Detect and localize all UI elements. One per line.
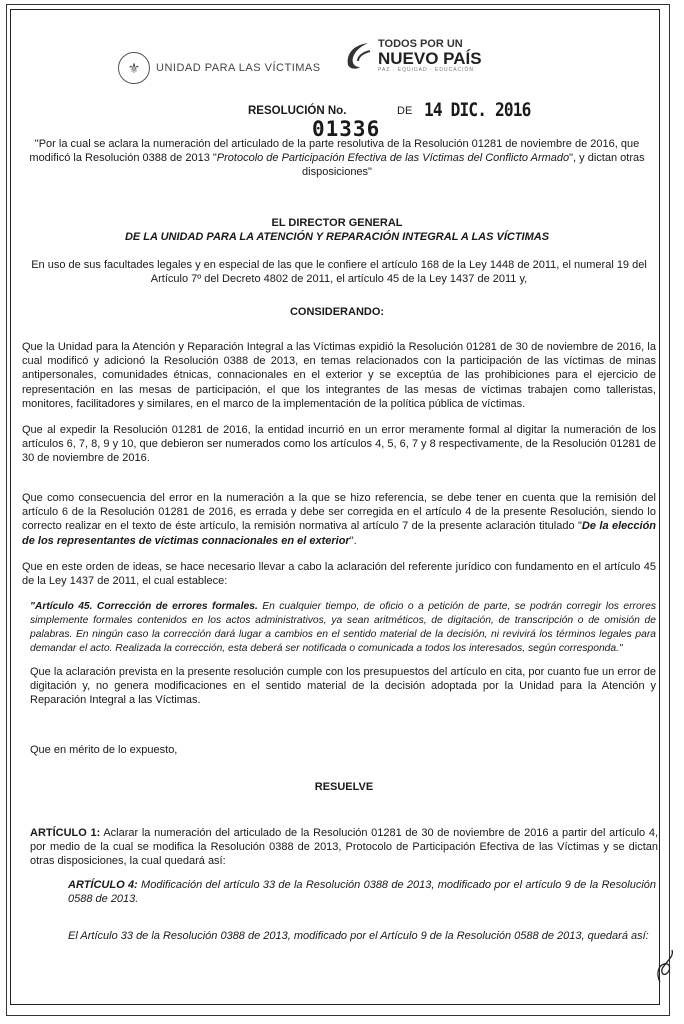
gov-logo <box>342 38 482 73</box>
article-4-body: El Artículo 33 de la Resolución 0388 de 2013, modificado por el Artículo 9 de la Resolución 0588 de 2013, quedará así: <box>68 930 649 942</box>
gov-tagline: PAZ · EQUIDAD · EDUCACIÓN <box>378 67 475 73</box>
authority-line2: DE LA UNIDAD PARA LA ATENCIÓN Y REPARACIÓN INTEGRAL A LAS VÍCTIMAS <box>124 231 550 243</box>
consideration-5: Que la aclaración prevista en la presente resolución cumple con los presupuestos del artículo en cita, por cuanto fue un error de digitación y, no genera modificaciones en el sentido material de la decisión adoptada por la Unidad para la Atención y Reparación Integral a las Víctimas. <box>30 666 656 707</box>
powers-paragraph: En uso de sus facultades legales y en especial de las que le confiere el artículo 168 de la Ley 1448 de 2011, el numeral 19 del Artículo 7º del Decreto 4802 de 2011, el artículo 45 de la Ley 1437 de 2011 y, <box>31 259 647 286</box>
consideration-3: Que como consecuencia del error en la numeración a la que se hizo referencia, se debe tener en cuenta que la remisión del artículo 6 de la Resolución 01281 de 2016, es errada y debe ser corregida en el artículo 4 de la presente Resolución, siendo lo correcto realizar en el texto de éste artículo, la remisión normativa al artículo 7 de la presente aclaración titulado "De la elección de los representantes de víctimas connacionales en el exterior". <box>22 492 657 547</box>
unidad-logo <box>118 52 321 84</box>
gov-line1: TODOS POR UN <box>378 38 463 50</box>
article-4: ARTÍCULO 4: Modificación del artículo 33 de la Resolución 0388 de 2013, modificado por el artículo 9 de la Resolución 0588 de 2013. <box>68 879 657 906</box>
resolution-subject: "Por la cual se aclara la numeración del articulado de la parte resolutiva de la Resolución 01281 de noviembre de 2016, que modificó la Resolución 0388 de 2013 "Protocolo de Participación Efectiva de las Víctimas del Conflicto Armado", y dictan otras disposiciones" <box>29 138 645 179</box>
unidad-logo-text: UNIDAD PARA LAS VÍCTIMAS <box>156 62 321 74</box>
considerando-title: CONSIDERANDO: <box>289 306 385 318</box>
initials-mark <box>650 946 680 986</box>
consideration-4: Que en este orden de ideas, se hace necesario llevar a cabo la aclaración del referente jurídico con fundamento en el artículo 45 de la Ley 1437 de 2011, el cual establece: <box>22 561 656 588</box>
authority-line1: EL DIRECTOR GENERAL <box>271 217 403 229</box>
consideration-6: Que en mérito de lo expuesto, <box>30 744 178 756</box>
resolution-date: 14 DIC. 2016 <box>424 99 531 121</box>
resolution-label: RESOLUCIÓN No. <box>248 105 347 117</box>
legal-quote: "Artículo 45. Corrección de errores formales. En cualquier tiempo, de oficio o a petición de parte, se podrán corregir los errores simplemente formales contenidos en los actos administrativos, ya sean aritméticos, de digitación, de transcripción o de omisión de palabras. En ningún caso la corrección dará lugar a cambios en el sentido material de la decisión, ni revivirá los términos legales para demandar el acto. Realizada la corrección, esta deberá ser notificada o comunicada a todos los interesados, según corresponda." <box>30 601 656 654</box>
resolution-number: 01336 <box>312 117 381 141</box>
seal-icon: ⚜ <box>118 52 150 84</box>
gov-line2: NUEVO PAÍS <box>378 49 482 68</box>
resolution-de: DE <box>397 105 413 117</box>
consideration-2: Que al expedir la Resolución 01281 de 2016, la entidad incurrió en un error meramente formal al digitar la numeración de los artículos 6, 7, 8, 9 y 10, que debieron ser numerados como los artículos 4, 5, 6, 7 y 8 respectivamente, de la Resolución 01281 de 30 de noviembre de 2016. <box>22 424 656 465</box>
resuelve-title: RESUELVE <box>314 781 374 793</box>
consideration-1: Que la Unidad para la Atención y Reparación Integral a las Víctimas expidió la Resolución 01281 de 30 de noviembre de 2016, la cual modificó y adicionó la Resolución 0388 de 2013, en temas relacionados con la participación de las víctimas de minas antipersonales, comunidades étnicas, connacionales en el exterior y se exceptúa de las prohibiciones para el ejercicio de representación en las mesas de participación, el que los integrantes de las mesas de víctimas trabajen como talleristas, monitores, facilitadores y similares, en el marco de la implementación de la política pública de víctimas. <box>22 341 656 410</box>
swoosh-icon <box>342 39 372 73</box>
article-1: ARTÍCULO 1: Aclarar la numeración del articulado de la Resolución 01281 de 30 de noviembre de 2016 a partir del artículo 4, por medio de la cual se modifica la Resolución 0388 de 2013, Protocolo de Participación Efectiva de las Víctimas y se dictan otras disposiciones, la cual quedará así: <box>30 827 658 868</box>
